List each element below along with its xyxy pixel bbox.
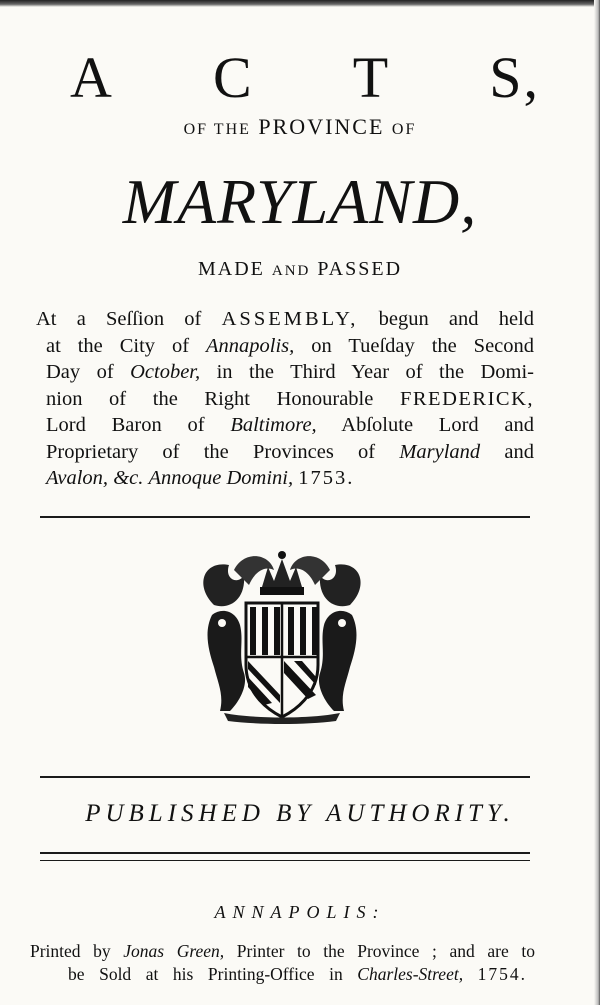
passed-word: PASSED [317, 258, 403, 280]
october-text: October, [130, 361, 201, 383]
etc-text: &c. [113, 467, 144, 489]
session-line [36, 333, 534, 360]
assembly-text: ASSEMBLY, [221, 308, 359, 330]
text: and [504, 440, 535, 463]
text: Lord Baron of [46, 414, 205, 436]
text: in the Third Year of the Domi- [216, 361, 535, 383]
subtitle-province-word: PROVINCE [258, 114, 385, 139]
text: at the City of [46, 334, 190, 357]
page-right-edge [594, 0, 600, 1005]
coat-of-arms-emblem [184, 545, 380, 725]
text: Printer to the Province ; and are to [236, 941, 535, 961]
divider-rule [40, 516, 530, 518]
text: At a Seſſion of [36, 308, 202, 330]
session-line [36, 439, 534, 466]
made-and-passed [0, 258, 600, 281]
frederick-text: FREDERICK, [399, 387, 535, 410]
title-letter: A [70, 45, 114, 110]
and-word: AND [271, 263, 311, 279]
subtitle-province [0, 114, 600, 140]
subtitle-of-the: OF THE [183, 121, 251, 138]
title-letter: C [212, 45, 254, 110]
text: Abſolute Lord and [341, 414, 534, 436]
baltimore-text: Baltimore, [230, 414, 317, 436]
maryland-text: Maryland [399, 440, 481, 463]
subtitle-of: OF [391, 121, 417, 138]
title-letter: S, [489, 45, 540, 110]
divider-rule-thin [40, 860, 530, 861]
street-name: Charles-Street, [357, 964, 464, 984]
session-line [36, 465, 534, 492]
text: Printed by [30, 941, 111, 961]
printer-name: Jonas Green, [123, 941, 225, 961]
text: Proprietary of the Provinces of [46, 440, 376, 463]
imprint [30, 940, 535, 986]
title-letter: T [352, 45, 391, 110]
state-name: MARYLAND, [122, 166, 478, 237]
imprint-year: 1754. [477, 964, 528, 984]
text: Day of [46, 361, 114, 383]
session-line [36, 359, 534, 386]
divider-rule [40, 776, 530, 778]
published-by-authority: PUBLISHED BY AUTHORITY. [85, 800, 515, 827]
title-acts [70, 44, 540, 111]
annapolis-text: Annapolis, [206, 334, 295, 357]
page-top-edge [0, 0, 600, 7]
text: nion of the Right Honourable [46, 387, 374, 410]
imprint-line [30, 963, 535, 986]
made-word: MADE [197, 258, 265, 280]
text: be Sold at his Printing-Office in [68, 964, 343, 984]
avalon-text: Avalon, [46, 467, 109, 489]
text: on Tueſday the Second [311, 334, 535, 357]
session-paragraph [36, 306, 534, 492]
session-line [36, 306, 534, 333]
imprint-line [30, 940, 535, 963]
divider-rule [40, 852, 530, 854]
place-of-printing: ANNAPOLIS: [214, 902, 386, 922]
year-text: 1753. [298, 467, 355, 489]
session-line [36, 386, 534, 413]
annoque-text: Annoque Domini, [148, 467, 294, 489]
text: begun and held [378, 308, 535, 330]
session-line [36, 412, 534, 439]
